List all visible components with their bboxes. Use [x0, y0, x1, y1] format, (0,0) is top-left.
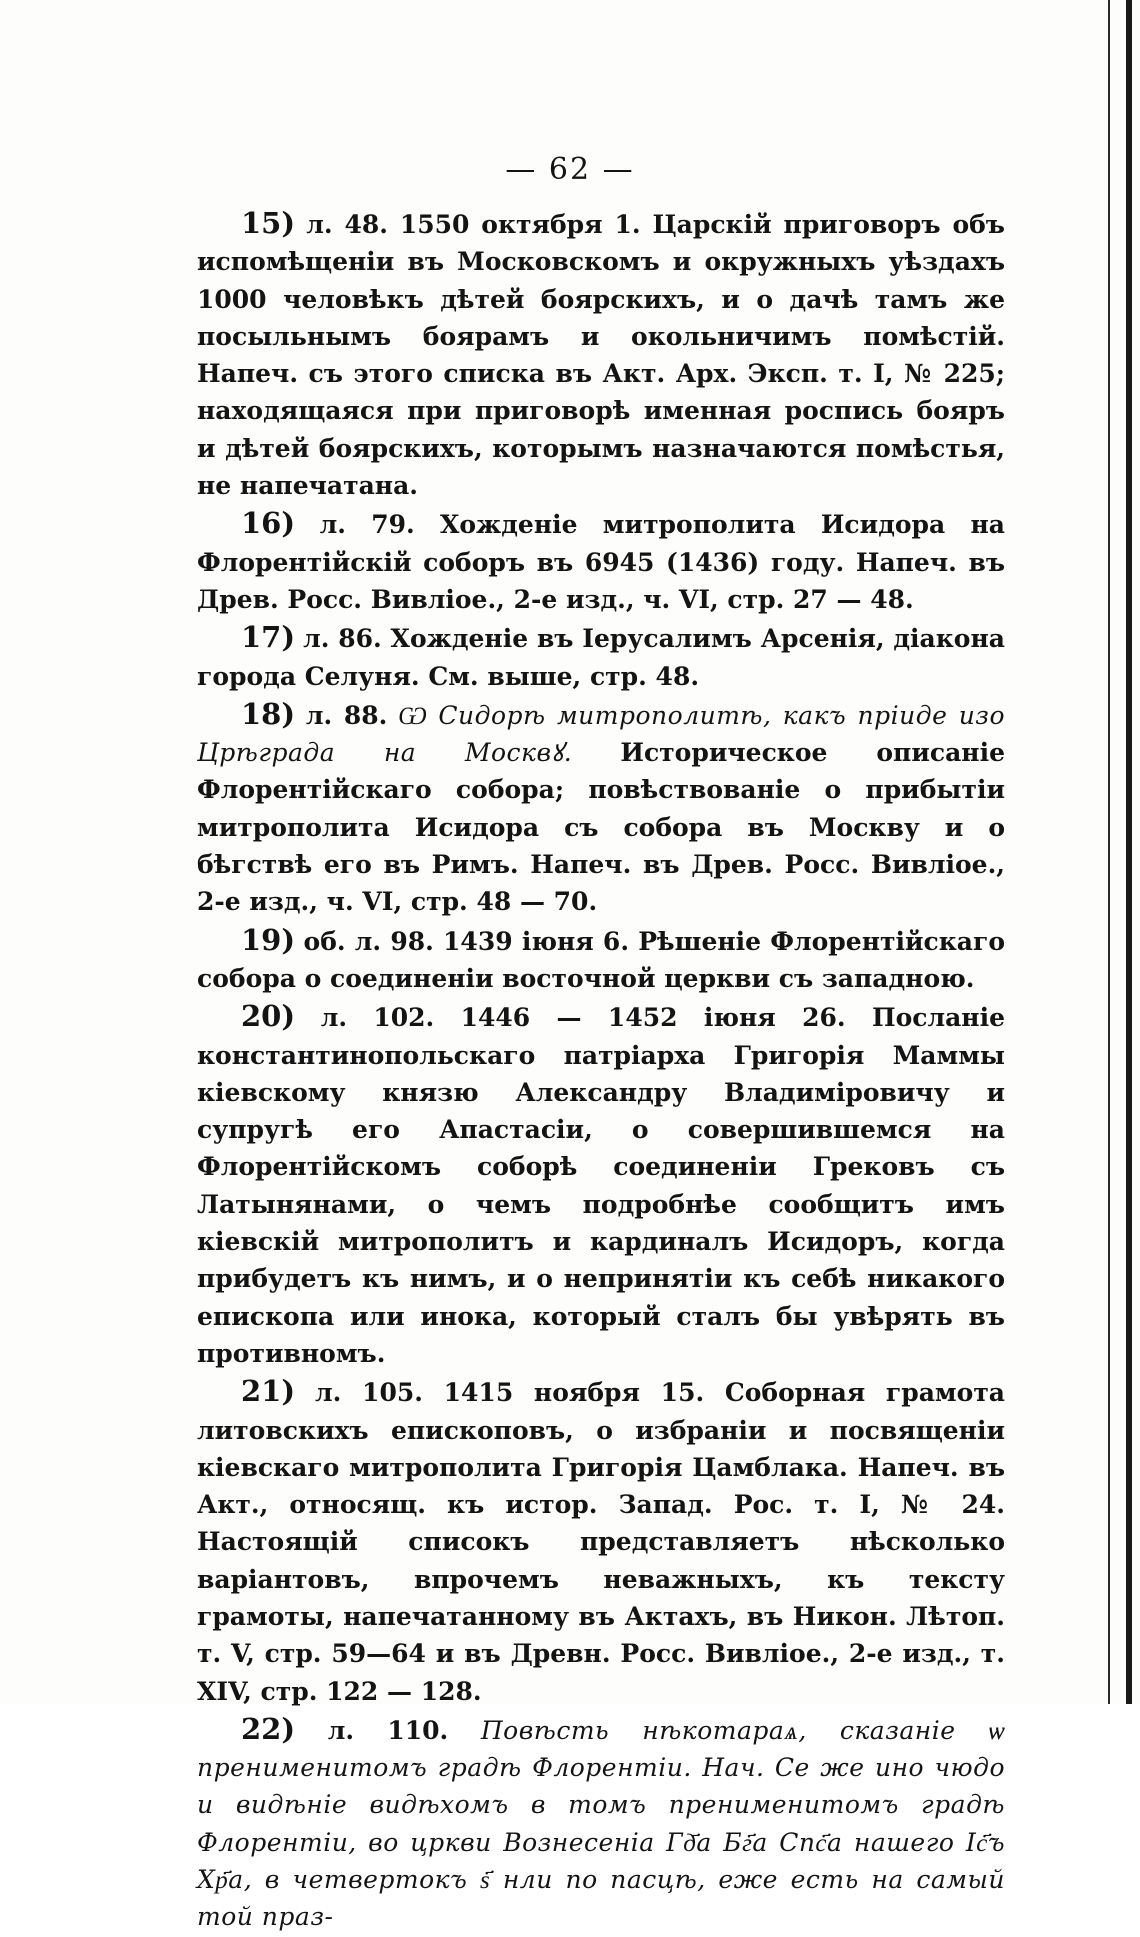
entry-number: 20) — [241, 999, 296, 1034]
entry-16 — [197, 505, 1005, 618]
entry-19 — [197, 922, 1005, 998]
entry-number: 21) — [241, 1374, 296, 1409]
entry-number: 15) — [241, 206, 296, 240]
entry-21 — [197, 1373, 1005, 1710]
entry-15 — [197, 205, 1005, 504]
scan-edge-line-thin — [1108, 0, 1110, 1704]
text-block — [197, 205, 1005, 1937]
entry-slavonic-title: Повѣсть нѣкотараѧ, сказаніе ѡ пренименитомъ градѣ Флорентіи. Нач. Се же ино чюдо и видѣніе видѣхомъ в томъ пренименитомъ градѣ Флорентіи, во цркви Вознесеніа Гд҃а Бг҃а Спс҃а нашего Іс҃ъ Хр҃а, в четвертокъ ѕ҃ нли по пасцѣ, еже есть на самый той праз- — [197, 1715, 1006, 1932]
entry-text: об. л. 98. 1439 іюня 6. Рѣшеніе Флорентійскаго собора о соединеніи восточной церкви съ западною. — [197, 926, 1005, 993]
entry-18 — [197, 696, 1005, 921]
entry-22 — [197, 1711, 1005, 1936]
entry-text: л. 86. Хожденіе въ Іерусалимъ Арсенія, діакона города Селуня. См. выше, стр. 48. — [197, 624, 1005, 691]
entry-text: л. 79. Хожденіе митрополита Исидора на Флорентійскій соборъ въ 6945 (1436) году. Напеч. въ Древ. Росс. Вивліое., 2-е изд., ч. VI, стр. 27 — 48. — [197, 510, 1005, 614]
entry-prefix: л. 88. — [305, 700, 388, 730]
entry-20 — [197, 998, 1005, 1372]
entry-text: Историческое описаніе Флорентійскаго собора; повѣствованіе о прибытіи митрополита Исидора съ собора въ Москву и о бѣгствѣ его въ Римъ. Напеч. въ Древ. Росс. Вивліое., 2-е изд., ч. VI, стр. 48 — 70. — [197, 738, 1005, 917]
entry-number: 16) — [241, 506, 296, 541]
entry-number: 19) — [241, 922, 296, 957]
entry-text: л. 105. 1415 ноября 15. Соборная грамота литовскихъ епископовъ, о избраніи и посвященіи кіевскаго митрополита Григорія Цамблака. Напеч. въ Акт., относящ. къ истор. Запад. Рос. т. I, № 24. Настоящій списокъ представляетъ нѣсколько варіантовъ, впрочемъ неважныхъ, къ тексту грамоты, напечатанному въ Актахъ, въ Никон. Лѣтоп. т. V, стр. 59—64 и въ Древн. Росс. Вивліое., 2-е изд., т. XIV, стр. 122 — 128. — [197, 1378, 1006, 1706]
entry-number: 18) — [241, 696, 296, 731]
entry-text: л. 102. 1446 — 1452 іюня 26. Посланіе константинопольскаго патріарха Григорія Маммы кіевскому князю Александру Владиміровичу и супругѣ его Апастасіи, о совершившемся на Флорентійскомъ соборѣ соединеніи Грековъ съ Латынянами, о чемъ подробнѣе сообщитъ имъ кіевскій митрополитъ и кардиналъ Исидоръ, когда прибудетъ къ нимъ, и о непринятіи къ себѣ никакого епископа или инока, который сталъ бы увѣрять въ противномъ. — [197, 1003, 1005, 1368]
entry-text: л. 48. 1550 октября 1. Царскій приговоръ объ испомѣщеніи въ Московскомъ и окружныхъ уѣздахъ 1000 человѣкъ дѣтей боярскихъ, и о дачѣ тамъ же посыльнымъ боярамъ и окольничимъ помѣстій. Напеч. съ этого списка въ Акт. Арх. Эксп. т. I, № 225; находящаяся при приговорѣ именная роспись бояръ и дѣтей боярскихъ, которымъ назначаются помѣстья, не напечатана. — [197, 210, 1005, 501]
page-number: — 62 — — [505, 152, 635, 187]
entry-number: 17) — [241, 620, 296, 655]
entry-slavonic-title: Ѡ Сидорѣ митрополитѣ, какъ пріиде изо Црѣграда на Москвꙋ. — [197, 700, 1005, 768]
scan-edge-line — [1126, 0, 1132, 1704]
entry-number: 22) — [241, 1711, 296, 1746]
entry-prefix: л. 110. — [327, 1715, 449, 1745]
entry-17 — [197, 619, 1005, 695]
